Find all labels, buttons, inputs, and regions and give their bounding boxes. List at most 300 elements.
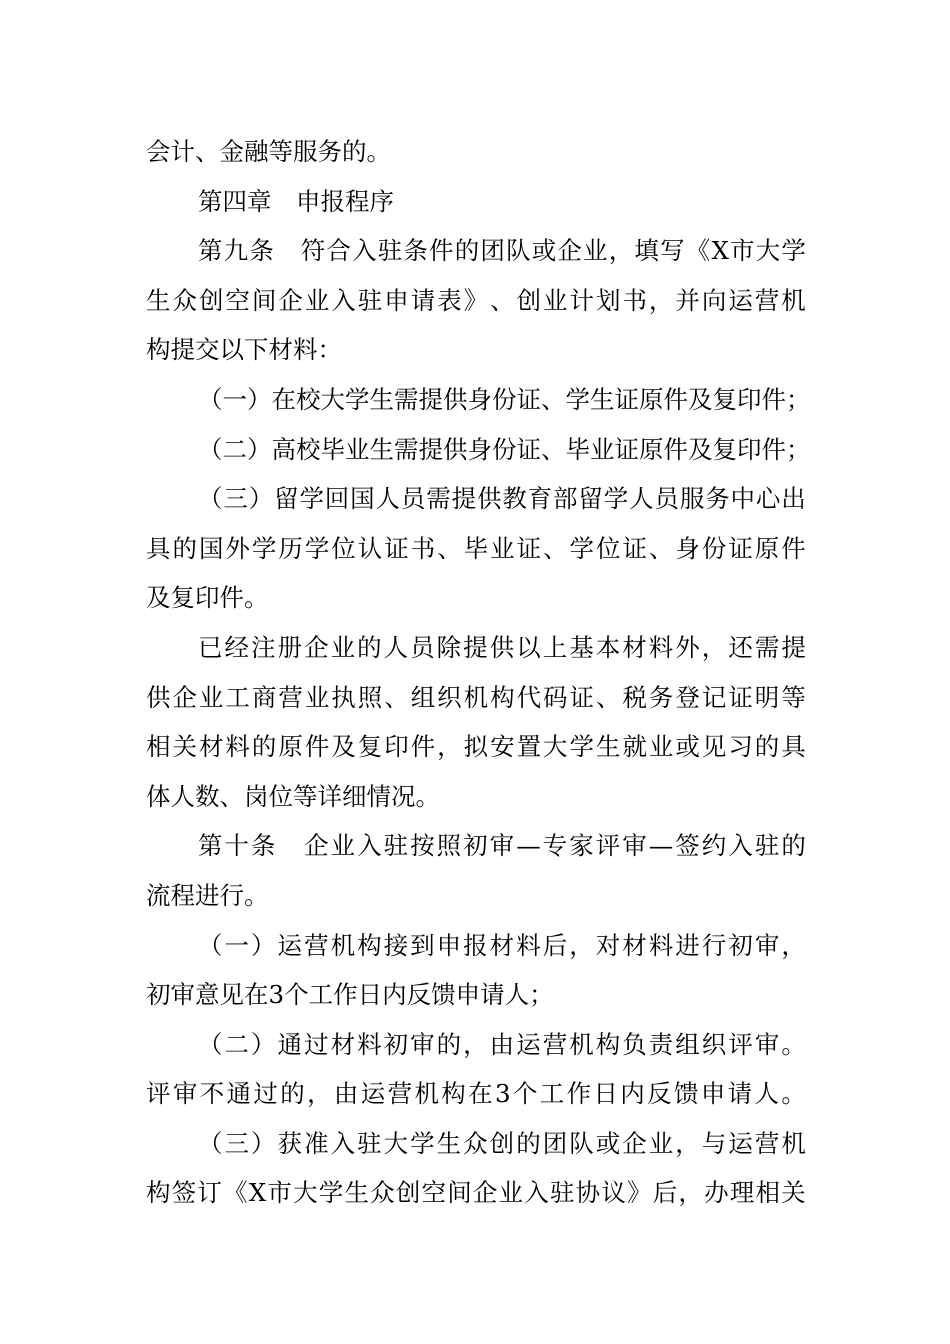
paragraph-line: 会计、金融等服务的。: [146, 137, 391, 166]
char: 国: [350, 484, 375, 514]
char: 评: [146, 1079, 171, 1109]
char: 毕: [320, 434, 345, 464]
char: 业: [543, 285, 568, 315]
char: 学: [299, 484, 324, 514]
char: 国: [198, 533, 224, 563]
list-item-line: [146, 425, 811, 475]
char: 运: [360, 1079, 386, 1109]
char: 通: [277, 1029, 303, 1059]
char: ，: [678, 1178, 703, 1208]
paragraph-line: [146, 276, 806, 326]
paragraph-line: [146, 673, 806, 723]
char: 人: [383, 632, 409, 662]
char: 务: [648, 682, 674, 712]
char: 生: [595, 732, 621, 762]
char: 空: [421, 1178, 447, 1208]
char: ，: [701, 632, 727, 662]
char: 供: [443, 384, 468, 414]
char: 证: [384, 533, 409, 563]
char: 料: [648, 632, 674, 662]
char: 复: [357, 732, 383, 762]
char: 注: [251, 632, 276, 662]
paragraph-line: [146, 722, 806, 772]
char: ）: [248, 484, 274, 514]
char: 报: [463, 930, 488, 960]
char: 织: [701, 1029, 727, 1059]
char: 准: [304, 1128, 329, 1158]
char: 已: [198, 632, 223, 662]
char: 创: [516, 285, 542, 315]
char: 企: [304, 831, 329, 861]
char: 供: [489, 632, 515, 662]
char: 业: [648, 1128, 674, 1158]
char: 运: [516, 1029, 541, 1059]
char: 供: [146, 682, 171, 712]
char: 置: [516, 732, 542, 762]
list-item-line: [146, 474, 806, 524]
char: 留: [578, 484, 603, 514]
char: 符: [300, 236, 326, 266]
char: 原: [278, 732, 303, 762]
char: 接: [383, 930, 409, 960]
char: 料: [516, 930, 541, 960]
char: 签: [171, 1178, 197, 1208]
char: 册: [277, 632, 303, 662]
char: 照: [436, 831, 462, 861]
char: 证: [622, 533, 647, 563]
char: 毕: [565, 434, 590, 464]
char: 初: [463, 831, 488, 861]
char: 评: [728, 1029, 753, 1059]
char: 证: [516, 384, 541, 414]
char: （: [198, 484, 223, 514]
char: 证: [569, 682, 594, 712]
char: 工: [539, 1079, 565, 1109]
char: 件: [410, 732, 436, 762]
char: （: [198, 384, 223, 414]
char: 机: [569, 1029, 594, 1059]
char: （: [198, 1029, 223, 1059]
char: 就: [622, 732, 647, 762]
char: 校: [296, 434, 321, 464]
char: 审: [489, 831, 515, 861]
char: 运: [728, 285, 753, 315]
char: 证: [516, 533, 542, 563]
char: 》: [627, 1178, 652, 1208]
char: 书: [410, 533, 436, 563]
char: 营: [387, 1079, 413, 1109]
char: [278, 821, 303, 871]
char: 原: [754, 533, 780, 563]
char: 划: [595, 285, 621, 315]
char: 组: [410, 682, 436, 712]
char: ）: [251, 1128, 276, 1158]
char: 第: [198, 236, 223, 266]
char: 需: [426, 484, 451, 514]
char: 材: [489, 930, 515, 960]
char: ，: [569, 930, 594, 960]
char: 毕: [463, 533, 489, 563]
char: 申: [436, 930, 462, 960]
char: ，: [437, 732, 462, 762]
char: 个: [512, 1079, 538, 1109]
char: 反: [647, 1079, 672, 1109]
char: 营: [278, 682, 303, 712]
char: 、: [541, 384, 566, 414]
char: 十: [224, 831, 250, 861]
char: 部: [553, 484, 578, 514]
list-item-line: [146, 921, 806, 971]
char: 条: [249, 236, 274, 266]
char: 后: [652, 1178, 678, 1208]
char: 料: [648, 930, 674, 960]
char: 入: [352, 236, 377, 266]
char: 创: [489, 1128, 515, 1158]
char: 企: [557, 236, 582, 266]
char: 企: [304, 632, 329, 662]
char: 初: [383, 1029, 409, 1059]
char: 馈: [673, 1079, 699, 1109]
char: 照: [357, 682, 383, 712]
char: 身: [467, 434, 492, 464]
char: 件: [304, 732, 330, 762]
char: 证: [728, 533, 753, 563]
paragraph-line: [146, 524, 806, 574]
char: 请: [727, 1079, 753, 1109]
char: 九: [223, 236, 249, 266]
char: 家: [569, 831, 594, 861]
char: 组: [675, 1029, 700, 1059]
char: 作: [566, 1079, 592, 1109]
char: 见: [701, 732, 727, 762]
char: 大: [755, 236, 781, 266]
char: 学: [251, 533, 277, 563]
char: 生: [146, 285, 171, 315]
char: 提: [781, 632, 806, 662]
char: 等: [781, 682, 806, 712]
paragraph-line: 及复印件。: [146, 583, 269, 613]
char: 料: [225, 732, 250, 762]
char: 相: [146, 732, 171, 762]
char: 业: [648, 732, 674, 762]
char: 驻: [549, 1178, 575, 1208]
char: 件: [761, 434, 786, 464]
char: 向: [701, 285, 727, 315]
char: 提: [451, 484, 477, 514]
char: 、: [541, 434, 566, 464]
char: 表: [437, 285, 462, 315]
char: 税: [622, 682, 647, 712]
paragraph-line: 构提交以下材料：: [146, 335, 342, 365]
char: 生: [369, 384, 394, 414]
char: 印: [737, 434, 762, 464]
char: 学: [410, 1128, 435, 1158]
char: 众: [370, 1178, 395, 1208]
char: 、: [595, 682, 621, 712]
char: 在: [271, 384, 296, 414]
char: 入: [728, 831, 753, 861]
char: 学: [318, 1178, 344, 1208]
char: 申: [700, 1079, 726, 1109]
char: 构: [490, 682, 515, 712]
char: 需: [394, 434, 419, 464]
char: 复: [712, 384, 737, 414]
char: 件: [663, 434, 688, 464]
char: 身: [467, 384, 492, 414]
char: 企: [172, 682, 197, 712]
char: 按: [410, 831, 435, 861]
char: 由: [333, 1079, 359, 1109]
char: 条: [251, 831, 276, 861]
char: 《: [223, 1178, 248, 1208]
char: 需: [394, 384, 419, 414]
char: 市: [730, 236, 755, 266]
char: X: [711, 236, 729, 266]
char: 一: [222, 384, 247, 414]
char: 位: [595, 533, 621, 563]
char: 件: [761, 384, 786, 414]
char: ；: [786, 384, 811, 414]
char: 码: [543, 682, 568, 712]
char: 织: [437, 682, 462, 712]
char: 的: [454, 236, 480, 266]
char: 获: [277, 1128, 303, 1158]
char: 或: [595, 1128, 621, 1158]
char: 业: [330, 831, 356, 861]
char: 原: [639, 384, 664, 414]
char: 协: [575, 1178, 601, 1208]
char: 位: [331, 533, 356, 563]
char: 本: [595, 632, 621, 662]
char: 营: [304, 930, 329, 960]
char: 提: [418, 434, 443, 464]
char: 营: [542, 1029, 568, 1059]
char: 构: [146, 1178, 171, 1208]
char: 机: [781, 285, 806, 315]
char: 二: [224, 1029, 250, 1059]
char: 学: [781, 236, 806, 266]
char: ，: [781, 930, 806, 960]
char: 外: [675, 632, 700, 662]
char: 》: [463, 285, 489, 315]
char: 入: [330, 1128, 356, 1158]
char: 回: [324, 484, 350, 514]
char: 队: [506, 236, 531, 266]
char: 大: [543, 732, 568, 762]
char: 材: [330, 1029, 356, 1059]
char: 及: [331, 732, 356, 762]
char: 提: [463, 632, 488, 662]
char: 入: [331, 285, 356, 315]
char: 材: [198, 732, 224, 762]
char: 份: [492, 434, 517, 464]
char: 第: [198, 831, 223, 861]
char: 除: [436, 632, 462, 662]
char: 日: [593, 1079, 618, 1109]
char: 驻: [383, 831, 409, 861]
char: —: [648, 831, 674, 861]
article-line: [146, 821, 806, 871]
char: 份: [701, 533, 727, 563]
char: 及: [688, 384, 713, 414]
char: 记: [701, 682, 727, 712]
char: 申: [384, 285, 409, 315]
char: 专: [542, 831, 568, 861]
char: 业: [345, 434, 370, 464]
char: 明: [754, 682, 780, 712]
char: 或: [531, 236, 557, 266]
char: 需: [754, 632, 780, 662]
char: 生: [590, 384, 615, 414]
char: 基: [569, 632, 594, 662]
char: 以: [516, 632, 541, 662]
char: 学: [569, 533, 594, 563]
char: 写: [660, 236, 685, 266]
char: 登: [675, 682, 700, 712]
char: 队: [569, 1128, 594, 1158]
char: 办: [704, 1178, 729, 1208]
char: 生: [369, 434, 394, 464]
char: 书: [622, 285, 647, 315]
paragraph-line: [146, 1168, 806, 1218]
char: 议: [601, 1178, 626, 1208]
char: ，: [307, 1079, 332, 1109]
char: 三: [224, 1128, 250, 1158]
char: 校: [296, 384, 321, 414]
char: 市: [267, 1178, 292, 1208]
char: 、: [437, 533, 462, 563]
char: ）: [247, 384, 272, 414]
char: 机: [414, 1079, 439, 1109]
char: ）: [247, 434, 272, 464]
char: 计: [569, 285, 594, 315]
char: 进: [675, 930, 700, 960]
char: 、: [490, 285, 515, 315]
char: 工: [225, 682, 250, 712]
char: 评: [595, 831, 621, 861]
char: ，: [648, 285, 674, 315]
char: 务: [705, 484, 730, 514]
char: 企: [622, 1128, 647, 1158]
char: （: [198, 930, 223, 960]
char: 业: [304, 682, 330, 712]
char: 负: [622, 1029, 647, 1059]
char: 的: [280, 1079, 305, 1109]
char: 行: [701, 930, 727, 960]
paragraph-line: 流程进行。: [146, 880, 269, 910]
char: 驻: [754, 831, 780, 861]
char: [275, 226, 300, 276]
char: 大: [383, 1128, 409, 1158]
char: 一: [224, 930, 250, 960]
char: 员: [410, 632, 435, 662]
char: ）: [251, 930, 276, 960]
char: 到: [410, 930, 435, 960]
char: 经: [224, 632, 250, 662]
char: 料: [357, 1029, 382, 1059]
char: 。: [781, 1079, 806, 1109]
char: 及: [688, 434, 713, 464]
char: 订: [197, 1178, 222, 1208]
char: 教: [502, 484, 527, 514]
char: 众: [463, 1128, 488, 1158]
char: 驻: [357, 285, 383, 315]
list-item-line: [146, 375, 811, 425]
list-item-line: [146, 1020, 806, 1070]
char: 营: [754, 285, 780, 315]
char: 后: [542, 930, 568, 960]
char: 件: [781, 533, 806, 563]
document-body: [146, 127, 811, 1218]
char: 育: [527, 484, 553, 514]
char: 业: [590, 434, 615, 464]
char: 拟: [463, 732, 489, 762]
char: ，: [675, 1128, 700, 1158]
char: 《: [685, 236, 711, 266]
char: 审: [172, 1079, 198, 1109]
char: 在: [468, 1079, 493, 1109]
char: 3: [494, 1079, 511, 1109]
char: 的: [516, 1128, 541, 1158]
char: 审: [622, 831, 647, 861]
char: 业: [304, 285, 330, 315]
char: 、: [543, 533, 568, 563]
char: 业: [330, 632, 356, 662]
char: 代: [516, 682, 542, 712]
char: 学: [565, 384, 590, 414]
char: 间: [447, 1178, 472, 1208]
char: 执: [331, 682, 356, 712]
char: 责: [648, 1029, 674, 1059]
char: 的: [781, 831, 806, 861]
char: 并: [675, 285, 700, 315]
char: ，: [463, 1029, 488, 1059]
char: 具: [146, 533, 171, 563]
char: 创: [198, 285, 224, 315]
char: 三: [223, 484, 248, 514]
char: 出: [781, 484, 806, 514]
char: 心: [755, 484, 781, 514]
char: 历: [278, 533, 303, 563]
char: 员: [654, 484, 679, 514]
char: 机: [463, 682, 489, 712]
char: 企: [472, 1178, 498, 1208]
char: 人: [629, 484, 654, 514]
char: 理: [729, 1178, 755, 1208]
char: 业: [198, 682, 224, 712]
char: 生: [344, 1178, 369, 1208]
char: 审: [410, 1029, 435, 1059]
char: 构: [595, 1029, 621, 1059]
char: 高: [271, 434, 296, 464]
char: 内: [620, 1079, 645, 1109]
char: 学: [569, 732, 594, 762]
char: 件: [663, 384, 688, 414]
char: 过: [304, 1029, 329, 1059]
char: 的: [172, 533, 197, 563]
char: 对: [595, 930, 621, 960]
char: 团: [480, 236, 505, 266]
char: 的: [251, 732, 277, 762]
char: 空: [225, 285, 250, 315]
char: 相: [755, 1178, 780, 1208]
char: —: [516, 831, 541, 861]
char: 习: [728, 732, 753, 762]
char: 入: [524, 1178, 549, 1208]
char: ）: [251, 1029, 276, 1059]
char: 不: [199, 1079, 225, 1109]
char: 业: [498, 1178, 524, 1208]
